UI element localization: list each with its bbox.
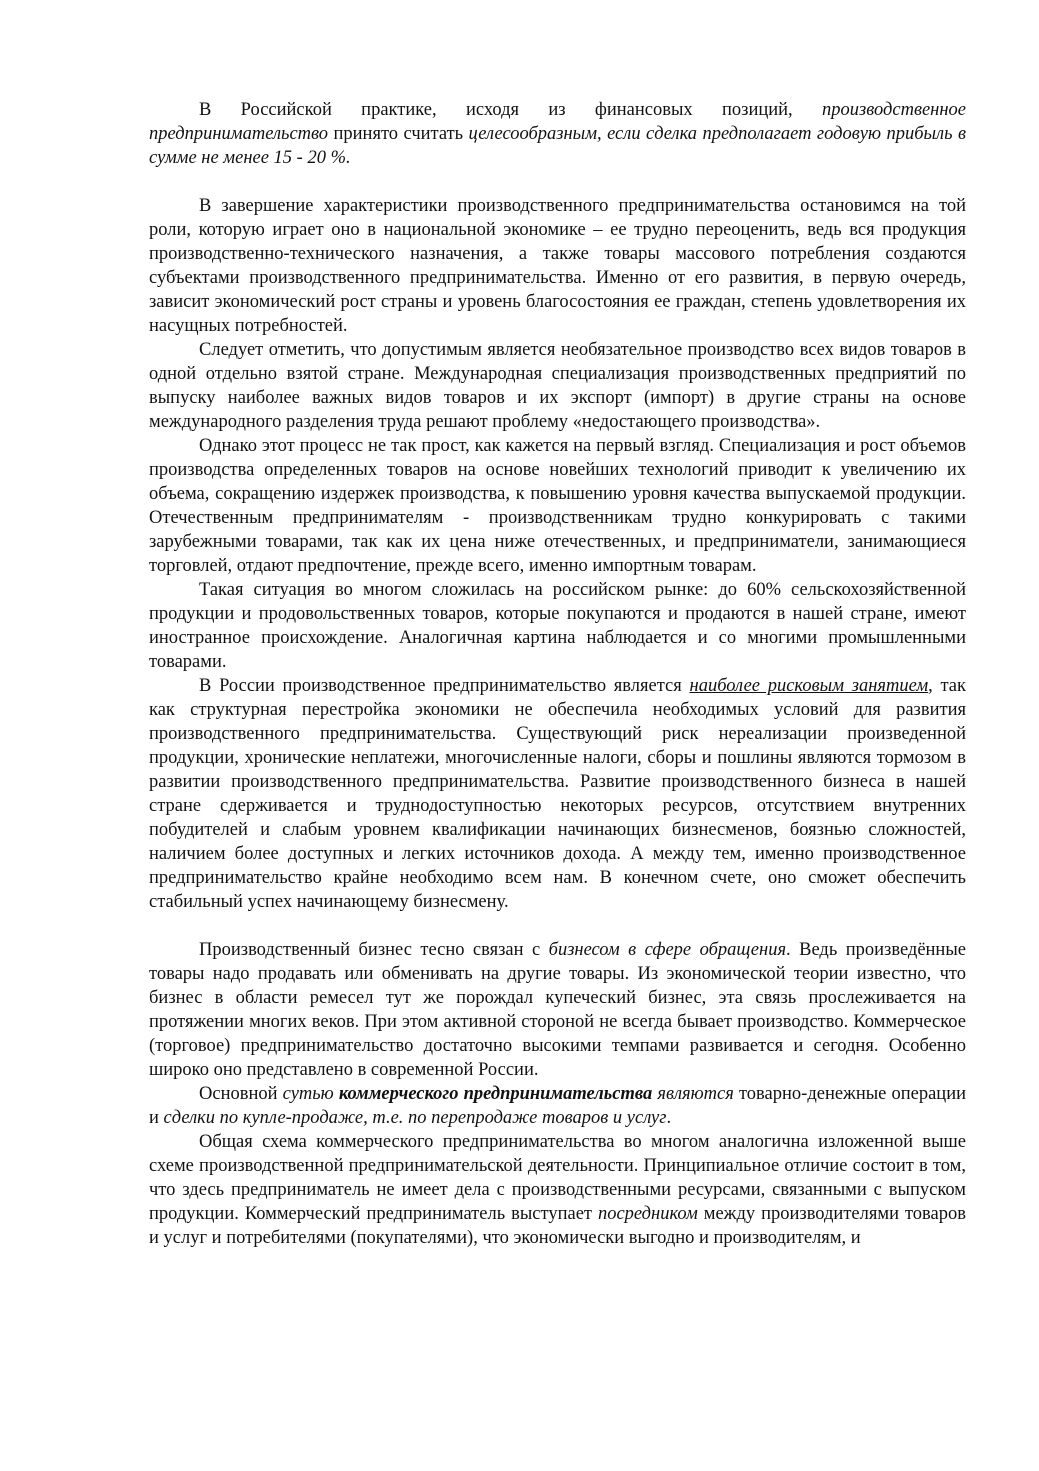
p6-text-1: В России производственное предпринимательство является — [199, 676, 690, 696]
paragraph-7 — [149, 938, 966, 1082]
p1-text-1: В Российской практике, исходя из финансовых позиций, — [199, 100, 822, 120]
p8-italic-essence: сутью — [282, 1084, 334, 1104]
paragraph-3: Следует отметить, что допустимым является необязательное производство всех видов товаров в одной отдельно взятой стране. Международная специализация производственных предприятий по выпуску наиболее важных видов товаров и их экспорт (импорт) в другие страны на основе международного разделения труда решают проблему «недостающего производства». — [149, 340, 966, 432]
p8-italic-are: являются — [657, 1084, 734, 1104]
p8-text-1: Основной — [199, 1084, 283, 1104]
p7-text-1: Производственный бизнес тесно связан с — [199, 940, 549, 960]
paragraph-gap — [149, 914, 966, 938]
paragraph-8 — [149, 1082, 966, 1130]
paragraph-gap — [149, 170, 966, 194]
p9-text-1: Общая схема коммерческого предпринимательства во многом аналогична изложенной выше схеме производственной предпринимательской деятельности. Принципиальное отличие состоит в том, что здесь предприниматель не имеет дела с производственными ресурсами, связанными с выпуском продукции. Коммерческий предприниматель выступает — [149, 1132, 966, 1224]
p6-underlined-term: наиболее рисковым занятием — [689, 676, 929, 696]
p8-italic-deals: сделки по купле-продаже, т.е. по перепродаже товаров и услуг — [163, 1108, 667, 1128]
p9-italic-intermediary: посредником — [597, 1204, 698, 1224]
paragraph-2: В завершение характеристики производственного предпринимательства остановимся на той роли, которую играет оно в национальной экономике – ее трудно переоценить, ведь вся продукция производственно-технического назначения, а также товары массового потребления создаются субъектами производственного предпринимательства. Именно от его развития, в первую очередь, зависит экономический рост страны и уровень благосостояния ее граждан, степень удовлетворения их насущных потребностей. — [149, 196, 966, 336]
p1-italic-term: производственное предпринимательство — [149, 100, 966, 144]
p7-text-2: . Ведь произведённые товары надо продавать или обменивать на другие товары. Из экономической теории известно, что бизнес в области ремесел тут же порождал купеческий бизнес, эта связь прослеживается на протяжении многих веков. При этом активной стороной не всегда бывает производство. Коммерческое (торговое) предпринимательство достаточно высокими темпами развивается и сегодня. Особенно широко оно представлено в современной России. — [149, 940, 966, 1080]
paragraph-5: Такая ситуация во многом сложилась на российском рынке: до 60% сельскохозяйственной продукции и продовольственных товаров, которые покупаются и продаются в нашей стране, имеют иностранное происхождение. Аналогичная картина наблюдается и со многими промышленными товарами. — [149, 580, 966, 672]
p8-text-3: . — [666, 1108, 672, 1128]
p1-text-2: принято считать — [328, 124, 469, 144]
p8-text-2: товарно-денежные операции и — [149, 1084, 966, 1128]
paragraph-9 — [149, 1130, 966, 1250]
p6-text-2: , так как структурная перестройка экономики не обеспечила необходимых условий для развития производственного предпринимательства. Существующий риск нереализации произведенной продукции, хронические неплатежи, многочисленные налоги, сборы и пошлины являются тормозом в развитии производственного предпринимательства. Развитие производственного бизнеса в нашей стране сдерживается и труднодоступностью некоторых ресурсов, отсутствием внутренних побудителей и слабым уровнем квалификации начинающих бизнесменов, боязнью сложностей, наличием более доступных и легких источников дохода. А между тем, именно производственное предпринимательство крайне необходимо всем нам. В конечном счете, оно сможет обеспечить стабильный успех начинающему бизнесмену. — [149, 676, 967, 912]
paragraph-1 — [149, 98, 966, 170]
p9-text-2: между производителями товаров и услуг и потребителями (покупателями), что экономически выгодно и производителям, и — [149, 1204, 966, 1248]
p1-italic-condition: целесообразным, если сделка предполагает годовую прибыль в сумме не менее 15 - 20 %. — [149, 124, 966, 168]
p8-bold-italic-term: коммерческого предпринимательства — [338, 1084, 653, 1104]
p7-italic-term: бизнесом в сфере обращения — [548, 940, 787, 960]
paragraph-4: Однако этот процесс не так прост, как кажется на первый взгляд. Специализация и рост объемов производства определенных товаров на основе новейших технологий приводит к увеличению их объема, сокращению издержек производства, к повышению уровня качества выпускаемой продукции. Отечественным предпринимателям - производственникам трудно конкурировать с такими зарубежными товарами, так как их цена ниже отечественных, и предприниматели, занимающиеся торговлей, отдают предпочтение, прежде всего, именно импортным товарам. — [149, 436, 966, 576]
paragraph-6 — [149, 674, 966, 914]
